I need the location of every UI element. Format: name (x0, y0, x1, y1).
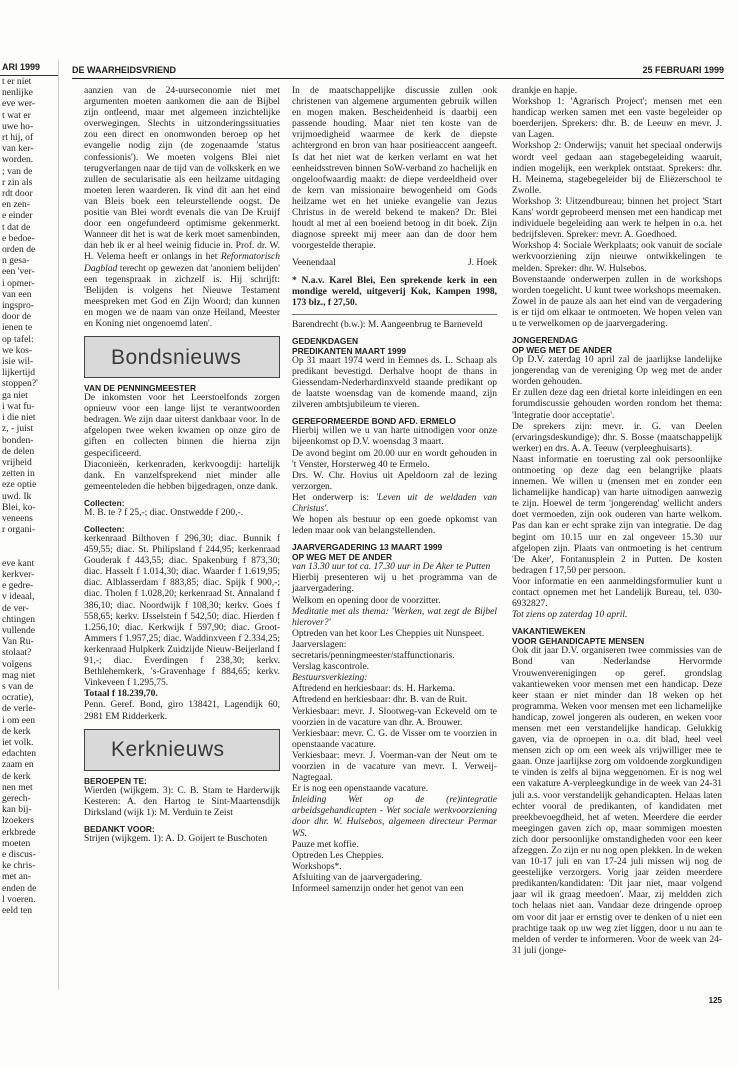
paragraph: Het onderwerp is: 'Leven uit de weldaden van Christus'. (292, 492, 497, 514)
programme-item: Welkom en opening door de voorzitter. (292, 595, 441, 606)
strip-line: orden de (2, 244, 36, 256)
strip-line: e bedoe- (2, 232, 35, 244)
section-heading: BEDANKT VOOR: (84, 823, 155, 834)
strip-line: ienen te (2, 322, 33, 334)
strip-line: worden. (2, 154, 34, 166)
strip-line: ga niet (2, 389, 28, 401)
strip-line: i om een (2, 714, 36, 726)
programme-item: Afsluiting van de jaarvergadering. (292, 872, 423, 883)
publication-date: 25 FEBRUARI 1999 (642, 65, 724, 75)
paragraph: Er zullen deze dag een drietal korte inleidingen en een forumdiscussie gehouden worden rondom het thema: 'Integratie door acceptatie'. (512, 388, 722, 421)
section-heading: GEREFORMEERDE BOND AFD. ERMELO (292, 416, 456, 427)
article-continuation: aanzien van de 24-uurseconomie niet met argumenten moeten aankomen die aan de Bijbel zijn ontleend, maar met algemeen inzichtelijke overwegingen. Slechts in uitzonderingssituaties zou een direct en onomwonden beroep op het evangelie nodig zijn (de zogenaamde 'status confessionis'). We moeten volgens Blei niet terugverlangen naar de tijd van de volkskerk en we zullen de secularisatie als een heilzame uitdaging moeten leren waarderen. Ik vind dit aan het eind van Bleis boek een teleurstellende oogst. De positie van Blei wordt evenals die van De Kruijf door een ongefundeerd optimisme gekenmerkt. Wanneer dit het is wat de kerk moet samenbinden, dan heb ik er al heel weinig fiducie in. Prof. dr. W. H. Velema heeft er onlangs in het Reformatorisch Dagblad terecht op gewezen dat 'anoniem belijden' een tegenspraak in zichzelf is. Hij schrijft: 'Belijden is volgens het Nieuwe Testament meespreken met God en Zijn Woord; dan kunnen en mogen we de naam van onze Heiland, Meester en Koning niet ongenoemd laten'. (84, 86, 281, 329)
programme-item: Workshops*. (292, 861, 342, 872)
section-heading: JONGERENDAG (512, 335, 578, 346)
programme-item: Aftredend en herkiesbaar: dhr. B. van de Ruit. (292, 695, 468, 706)
programme-item: Hierbij presenteren wij u het programma van de jaarvergadering. (292, 573, 497, 595)
strip-line: r zin als (2, 176, 33, 188)
programme-list (292, 573, 497, 895)
strip-line: de ver- (2, 602, 29, 614)
strip-line: t wat er (2, 109, 31, 121)
signature-place: Veenendaal (292, 258, 336, 269)
strip-line: bonden- (2, 434, 34, 446)
strip-line: v ideaal, (2, 591, 35, 603)
paragraph: De sprekers zijn: mevr. ir. G. van Deelen (ervaringsdeskundige); dhr. S. Bosse (maatschappelijk werker) en drs. A. A. Teeuw (verpleeghuisarts). (512, 421, 722, 454)
strip-line: i wat fu- (2, 400, 35, 412)
programme-item: Verkiesbaar: mevr. J. Slootweg-van Eckeveld om te voorzien in de vacature van dhr. A. Brouwer. (292, 706, 497, 728)
publication-title: DE WAARHEIDSVRIEND (72, 65, 177, 75)
strip-line: de kerk (2, 725, 31, 737)
signature-name: J. Hoek (467, 258, 497, 269)
strip-line: lzoekers (2, 815, 34, 827)
total: Totaal f 18.239,70. (84, 689, 158, 700)
workshop-item: Workshop 2: Onderwijs; vanuit het speciaal onderwijs wordt veel gedaan aan stagebegeleiding waaruit, indien mogelijk, een werkplek ontstaat. Sprekers: dhr. H. Meinema, stagebegeleider bij de Eliëzerschool te Zwolle. (512, 141, 722, 196)
strip-line: uwe ho- (2, 120, 34, 132)
strip-line: i die niet (2, 412, 36, 424)
workshop-item: Workshop 3: Uitzendbureau; binnen het project 'Start Kans' wordt geprobeerd mensen met een handicap met individuele begeleiding aan werk te helpen in o.a. het bedrijfsleven. Spreker: mevr. A. Goedhoed. (512, 196, 722, 241)
collecten-heading: Collecten: (84, 497, 125, 508)
strip-line: de verle- (2, 703, 36, 715)
paragraph: Strijen (wijkgem. 1): A. D. Goijert te Buschoten (84, 833, 268, 844)
page-header (72, 62, 724, 79)
strip-line: enden de (2, 882, 37, 894)
section-banner-bondsnieuws: Bondsnieuws (84, 336, 280, 378)
strip-line: op tafel: (2, 333, 34, 345)
footnote: * N.a.v. Karel Blei, Een sprekende kerk in een mondige wereld, uitgeverij Kok, Kampen 1998, 173 blz., f 27,50. (292, 275, 497, 308)
strip-line: zetten in (2, 468, 35, 480)
column-2 (292, 86, 497, 895)
strip-line: moeten (2, 837, 31, 849)
strip-line: Van Ru- (2, 636, 34, 648)
strip-line: i opmer- (2, 277, 35, 289)
programme-item: Er is nog een openstaande vacature. (292, 784, 429, 795)
programme-item: Optreden Les Cheppies. (292, 850, 384, 861)
strip-line: stolaat? (2, 647, 32, 659)
strip-line: chtingen (2, 613, 36, 625)
paragraph: Tot ziens op zaterdag 10 april. (512, 610, 628, 621)
strip-line: n gesa- (2, 255, 30, 267)
strip-line: z, - juist (2, 423, 34, 435)
strip-line: gerech- (2, 793, 31, 804)
strip-line (0, 547, 58, 558)
strip-line: isie wil- (2, 356, 34, 368)
page-number: 125 (708, 996, 722, 1005)
strip-line: we kos- (2, 344, 33, 356)
previous-page-text (0, 76, 58, 916)
section-subheading: OP WEG MET DE ANDER (292, 552, 393, 563)
strip-line: de kerk (2, 770, 31, 782)
strip-line: lijkertijd (2, 367, 36, 379)
strip-line: de delen (2, 445, 35, 457)
section-subheading: OP WEG MET DE ANDER (512, 345, 613, 356)
paragraph: De inkomsten voor het Leerstoelfonds zorgen opnieuw voor een lange lijst te verantwoorden bedragen. We zijn daar uiterst dankbaar voor. In de afgelopen twee weken kwamen op onze giro de giften en collecten binnen die hierna zijn gespecificeerd. (84, 393, 280, 459)
strip-line: ingspro- (2, 300, 34, 312)
strip-line: ke chris- (2, 860, 36, 872)
strip-line: kerkver- (2, 568, 35, 580)
strip-line: eve kant (2, 557, 35, 569)
address: Penn. Geref. Bond, giro 138421, Lagendijk 60, 2981 EM Ridderkerk. (84, 700, 280, 722)
programme-item: Verkiesbaar: mevr. C. G. de Visser om te voorzien in openstaande vacature. (292, 728, 497, 750)
strip-line: edachten (2, 748, 37, 760)
paragraph: Op 31 maart 1974 werd in Eemnes ds. L. Schaap als predikant bevestigd. Derhalve hoopt de thans in Giessendam-Nederhardinxveld staande predikant op de laatste woensdag van de komende maand, zijn zilveren ambtsjubileum te vieren. (292, 355, 497, 411)
paragraph: kerkenraad Bilthoven f 296,30; diac. Bunnik f 459,55; diac. St. Philipsland f 244,95; kerkenraad Gouderak f 443,55; diac. Spakenburg f 873,30; diac. Hasselt f 1.014,30; diac. Waarder f 1.619,95; diac. Alblasserdam f 883,85; diac. Spijk f 900,-; diac. Tholen f 1.028,20; kerkenraad St. Annaland f 386,10; diac. Noordwijk f 108,30; kerkv. Goes f 558,65; kerkv. IJsselstein f 542,50; diac. Hierden f 1.256,10; diac. Kerkwijk f 597,90; diac. Groot-Ammers f 1.957,25; diac. Waddinxveen f 2.334,25; kerkenraad Hulpkerk Zuidzijde Nieuw-Beijerland f 91,-; diac. Everdingen f 238,30; kerkv. Bethlehemkerk, 's-Gravenhage f 884,65; kerkv. Vinkeveen f 1.295,75. (84, 534, 280, 689)
paragraph: Barendrecht (b.w.): M. Aangeenbrug te Barneveld (292, 319, 483, 330)
strip-line: nen met (2, 781, 33, 793)
programme-item: Aftredend en herkiesbaar: ds. H. Harkema. (292, 684, 456, 695)
paragraph: M. B. te ? f 25,-; diac. Onstwedde f 200,-. (84, 507, 244, 518)
strip-line: stoppen?' (2, 378, 38, 390)
column-1 (84, 86, 280, 845)
section-subheading: VOOR GEHANDICAPTE MENSEN (512, 636, 645, 647)
programme-item: Pauze met koffie. (292, 839, 359, 850)
strip-line: met an- (2, 871, 32, 883)
strip-line: nenlijke (2, 87, 33, 99)
previous-page-strip (0, 60, 59, 990)
strip-line: eze optie (2, 479, 37, 491)
strip-line: van ker- (2, 143, 34, 155)
paragraph: Naast informatie en toerusting zal ook persoonlijke ontmoeting op deze dag een belangrijke plaats innemen. We willen u (mensen met en zonder een lichamelijke handicap) van harte uitnodigen aanwezig te zijn. Hoewel de term 'jongerendag' wellicht anders doet vermoeden, zijn ook ouderen van harte welkom. Pas dan kan er echt sprake zijn van integratie. De dag begint om 10.15 uur en zal ongeveer 15.30 uur afgelopen zijn. Plaats van ontmoeting is het centrum 'De Aker', Fontanusplein 2 in Putten. De kosten bedragen f 17,50 per persoon. (512, 454, 722, 576)
strip-line: r organi- (2, 524, 36, 536)
paragraph: Wierden (wijkgem. 3): C. B. Stam te Harderwijk Kesteren: A. den Hartog te Sint-Maartensdijk Dirksland (wijk 1): M. Verduin te Zeist (84, 785, 280, 818)
column-3 (512, 86, 722, 957)
paragraph: Ook dit jaar D.V. organiseren twee commissies van de Bond van Nederlandse Hervormde Vrouwenverenigingen op geref. grondslag vakantieweken voor mensen met een handicap. Deze keer staan er niet minder dan 18 weken op het programma. Weken voor mensen met een lichamelijke handicap, zowel jongeren als ouderen, en weken voor mensen met een verstandelijke handicap. Gelukkig gaven, via de oproepen in o.a. dit blad, heel veel mensen zich op om een week als vrijwilliger mee te gaan. Onze jaarlijkse zorg om voldoende zorgkundigen te vinden is zelfs al bijna weggenomen. Er is nog wel een vakature A-verpleegkundige in de week van 24-31 juli a.s. voor verstandelijk gehandicapten. Helaas laten echter vooral de predikanten, of kandidaten met preekbevoegdheid, het af weten. Meerdere die eerder meegingen gaven zich op, maar sommigen moesten zich door persoonlijke omstandigheden voor een keer afzeggen. Zo zijn er nu nog open plekken. In de weken van 10-17 juli en van 17-24 juli missen wij nog de geestelijke verzorgers. Vorig jaar zeiden meerdere predikanten/kandidaten: 'Dit jaar niet, maar volgend jaar wil ik graag meedoen'. Maar, zij meldden zich toch helaas niet aan. Vandaar deze dringende oproep om voor dit jaar er ernstig over te denken of u niet een prachtige taak op uw weg ziet liggen, door u nu aan te melden of verder te informeren. Voor de week van 24-31 juli (jonge- (512, 646, 722, 956)
paragraph: Diaconieën, kerkenraden, kerkvoogdij: hartelijk dank. En vanzelfsprekend niet minder alle gemeenteleden die hebben bijgedragen, onze dank. (84, 459, 280, 492)
strip-line: erkbrede (2, 826, 36, 838)
strip-line: rdt door (2, 188, 33, 200)
signature (292, 258, 497, 269)
strip-line: kan bij- (2, 804, 32, 816)
paragraph: Zowel in de pauze als aan het eind van de vergadering is er tijd om elkaar te ontmoeten. We hopen velen van u te verwelkomen op de jaarvergadering. (512, 296, 722, 329)
programme-item: Verslag kascontrole. (292, 662, 370, 673)
programme-item: Bestuursverkiezing: (292, 673, 368, 684)
programme-item: Jaarverslagen: secretaris/penningmeester/staffunctionaris. (292, 639, 455, 662)
programme-item: Inleiding Wet op de (re)integratie arbeidsgehandicapten - Wet sociale werkvoorziening door dhr. W. Hulsebos, algemeen directeur Permar WS. (292, 795, 497, 839)
section-subheading: PREDIKANTEN MAART 1999 (292, 345, 407, 356)
strip-line: veneens (2, 512, 33, 524)
paragraph: Voor informatie en een aanmeldingsformulier kunt u contact opnemen met het Landelijk Bureau, tel. 030-6932827. (512, 576, 722, 610)
section-heading: VAN DE PENNINGMEESTER (84, 383, 196, 394)
strip-line: e discus- (2, 849, 36, 861)
previous-page-date: ARI 1999 (0, 60, 58, 76)
programme-item: Verkiesbaar: mevr. J. Voerman-van der Neut om te voorzien in de vacature van mevr. I. Verweij-Nagtegaal. (292, 750, 497, 784)
strip-line: rt hij, of (2, 132, 34, 144)
strip-line: s van de (2, 680, 34, 692)
paragraph: We hopen als bestuur op een goede opkomst van leden maar ook van belangstellenden. (292, 515, 497, 537)
workshop-item: Workshop 1: 'Agrarisch Project'; mensen met een handicap werken samen met een vaste begeleider op boerderijen. Sprekers: dhr. B. de Leeuw en mevr. J. van Lagen. (512, 97, 722, 141)
paragraph: De avond begint om 20.00 uur en wordt gehouden in 't Venster, Horsterweg 40 te Ermelo. (292, 448, 497, 470)
paragraph: Bovenstaande onderwerpen zullen in de workshops worden toegelicht. U kunt twee workshops meemaken. (512, 274, 722, 296)
strip-line: e gedre- (2, 580, 34, 592)
strip-line: een 'ver- (2, 266, 35, 278)
paragraph: Op D.V. zaterdag 10 april zal de jaarlijkse landelijke jongerendag van de vereniging Op weg met de ander worden gehouden. (512, 355, 722, 388)
section-heading: GEDENKDAGEN (292, 335, 359, 346)
section-heading: BEROEPEN TE: (84, 775, 147, 786)
programme-item: Meditatie met als thema: 'Werken, wat zegt de Bijbel hierover?' (292, 606, 497, 628)
strip-line: vrijheid (2, 456, 32, 468)
workshop-list (512, 97, 722, 275)
strip-line: Blei, ko- (2, 501, 36, 513)
strip-line: en zen- (2, 199, 30, 211)
strip-line: eve wer- (2, 98, 36, 110)
section-heading: VAKANTIEWEKEN (512, 626, 586, 637)
event-time: van 13.30 uur tot ca. 17.30 uur in De Aker te Putten (292, 562, 491, 573)
programme-item: Optreden van het koor Les Cheppies uit Nunspeet. (292, 628, 485, 639)
strip-line: ocratie), (2, 692, 34, 704)
strip-line: t dat de (2, 221, 31, 233)
workshop-item: Workshop 4: Sociale Werkplaats; ook vanuit de sociale werkvoorziening zijn nieuwe ontwikkelingen te melden. Spreker: dhr. W. Hulsebos. (512, 241, 722, 274)
strip-line: iet volk. (2, 736, 34, 748)
paragraph: Drs. W. Chr. Hovius uit Apeldoorn zal de lezing verzorgen. (292, 470, 497, 492)
strip-line: mag niet (2, 669, 36, 681)
strip-line: zaam en (2, 759, 34, 771)
collecten-heading: Collecten: (84, 524, 125, 534)
paragraph: In de maatschappelijke discussie zullen ook christenen van algemene argumenten gebruik willen en mogen maken. Bescheidenheid is daarbij een passende houding. Maar niet ten koste van de vrijmoedigheid waarmee de kerk de diepste achtergrond en bron van haar positieaccent aangeeft. Is dat het niet wat de kerken verlamt en wat het eenheidsstreven binnen SoW-verband zo hachelijk en ongeloofwaardig maakt: de diepe verdeeldheid over de kern van missionaire bewogenheid om Gods heilzame wet en het unieke evangelie van Jezus Christus in de wereld bekend te maken? Dr. Blei houdt al met al een boeiend betoog in dit boek. Zijn diagnose spreekt mij meer aan dan de door hem voorgestelde therapie. (292, 86, 497, 252)
programme-item: Informeel samenzijn onder het genot van een (292, 884, 464, 894)
strip-line: door de (2, 311, 32, 323)
strip-line: l voeren. (2, 893, 36, 905)
strip-line: ; van de (2, 165, 33, 177)
divider (292, 314, 497, 315)
section-banner-kerknieuws: Kerknieuws (84, 729, 280, 771)
strip-line: t er niet (2, 76, 32, 87)
strip-line: uwd. Ik (2, 490, 32, 502)
strip-line: volgens (2, 658, 32, 670)
strip-line: e einder (2, 210, 33, 222)
strip-line: vullende (2, 624, 36, 636)
paragraph: Hierbij willen we u van harte uitnodigen voor onze bijeenkomst op D.V. woensdag 3 maart. (292, 426, 497, 448)
strip-line (0, 535, 58, 546)
strip-line: van een (2, 288, 32, 300)
section-heading: JAARVERGADERING 13 MAART 1999 (292, 542, 443, 553)
paragraph: drankje en hapje. (512, 86, 578, 96)
strip-line: eeld ten (2, 905, 33, 917)
